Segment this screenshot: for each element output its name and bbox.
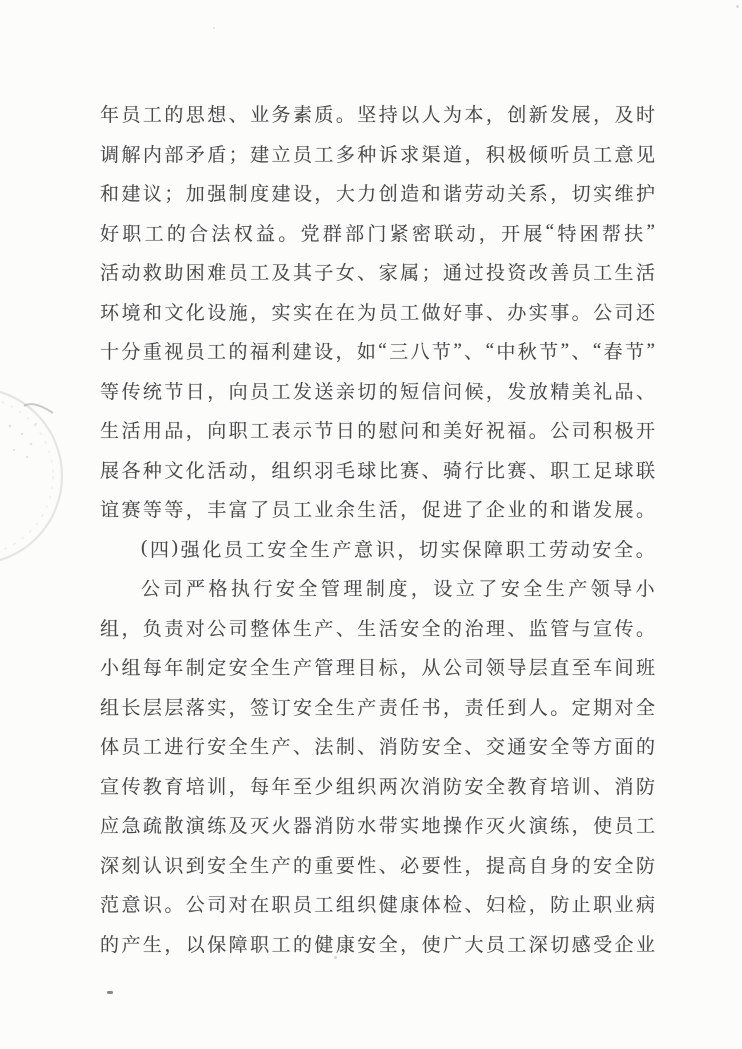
text-line: 展 各 种 文 化 活 动 ， 组 织 羽 毛 球 比 赛 、 骑 行 比 赛 、 职 工 足 球 联 [100, 460, 655, 482]
text-line: 环 境 和 文 化 设 施 ， 实 实 在 在 为 员 工 做 好 事 、 办 实 事 。 公 司 还 [100, 302, 655, 324]
text-line: 调 解 内 部 矛 盾 ； 建 立 员 工 多 种 诉 求 渠 道 ， 积 极 倾 听 员 工 意 见 [100, 144, 655, 166]
text-block [100, 94, 655, 963]
text-line: 好 职 工 的 合 法 权 益 。 党 群 部 门 紧 密 联 动 ， 开 展 “ 特 困 帮 扶 ” [100, 221, 655, 245]
text-line: 应 急 疏 散 演 练 及 灭 火 器 消 防 水 带 实 地 操 作 灭 火 演 练 ， 使 员 工 [100, 816, 655, 838]
pen-mark-artifact [24, 404, 53, 413]
text-line: 公 司 严 格 执 行 安 全 管 理 制 度 ， 设 立 了 安 全 生 产 领 导 小 [141, 579, 655, 601]
text-line: 生 活 用 品 ， 向 职 工 表 示 节 日 的 慰 问 和 美 好 祝 福 。 公 司 积 极 开 [100, 421, 655, 443]
text-line: 宣 传 教 育 培 训 ， 每 年 至 少 组 织 两 次 消 防 安 全 教 育 培 训 、 消 防 [100, 776, 655, 798]
scan-speck [736, 5, 739, 8]
text-line: 谊 赛 等 等 ， 丰 富 了 员 工 业 余 生 活 ， 促 进 了 企 业 的 和 谐 发 展 。 [100, 500, 655, 522]
text-line: 和 建 议 ； 加 强 制 度 建 设 ， 大 力 创 造 和 谐 劳 动 关 系 ， 切 实 维 护 [100, 184, 655, 206]
text-lines [100, 94, 655, 963]
text-line: 体 员 工 进 行 安 全 生 产 、 法 制 、 消 防 安 全 、 交 通 安 全 等 方 面 的 [100, 737, 655, 759]
scan-speck [213, 27, 215, 29]
stamp-artifact [0, 360, 110, 610]
text-line: 等 传 统 节 日 ， 向 员 工 发 送 亲 切 的 短 信 问 候 ， 发 放 精 美 礼 品 、 [100, 381, 655, 403]
text-line: ( 四 ) 强 化 员 工 安 全 生 产 意 识 ， 切 实 保 障 职 工 劳 动 安 全 。 [141, 537, 655, 561]
text-line: 十 分 重 视 员 工 的 福 利 建 设 ， 如 “ 三 八 节 ” 、 “ 中 秋 节 ” 、 “ 春 节 ” [100, 339, 655, 364]
text-line: 活 动 救 助 困 难 员 工 及 其 子 女 、 家 属 ； 通 过 投 资 改 善 员 工 生 活 [100, 263, 655, 285]
scan-speck [334, 956, 337, 959]
scan-noise-dots [9, 423, 38, 458]
text-line: 年 员 工 的 思 想 、 业 务 素 质 。 坚 持 以 人 为 本 ， 创 新 发 展 ， 及 时 [100, 105, 655, 127]
text-line: 组 长 层 层 落 实 ， 签 订 安 全 生 产 责 任 书 ， 责 任 到 人 。 定 期 对 全 [100, 697, 655, 719]
text-line: 组 ， 负 责 对 公 司 整 体 生 产 、 生 活 安 全 的 治 理 、 监 管 与 宣 传 。 [100, 618, 655, 640]
text-line: 的 产 生 ， 以 保 障 职 工 的 健 康 安 全 ， 使 广 大 员 工 深 切 感 受 企 业 [100, 934, 655, 956]
text-line: 小 组 每 年 制 定 安 全 生 产 管 理 目 标 ， 从 公 司 领 导 层 直 至 车 间 班 [100, 658, 655, 680]
text-line: 范 意 识 。 公 司 对 在 职 员 工 组 织 健 康 体 检 、 妇 检 ， 防 止 职 业 病 [100, 895, 655, 917]
text-line: 深 刻 认 识 到 安 全 生 产 的 重 要 性 、 必 要 性 ， 提 高 自 身 的 安 全 防 [100, 855, 655, 877]
scan-speck [107, 991, 113, 994]
